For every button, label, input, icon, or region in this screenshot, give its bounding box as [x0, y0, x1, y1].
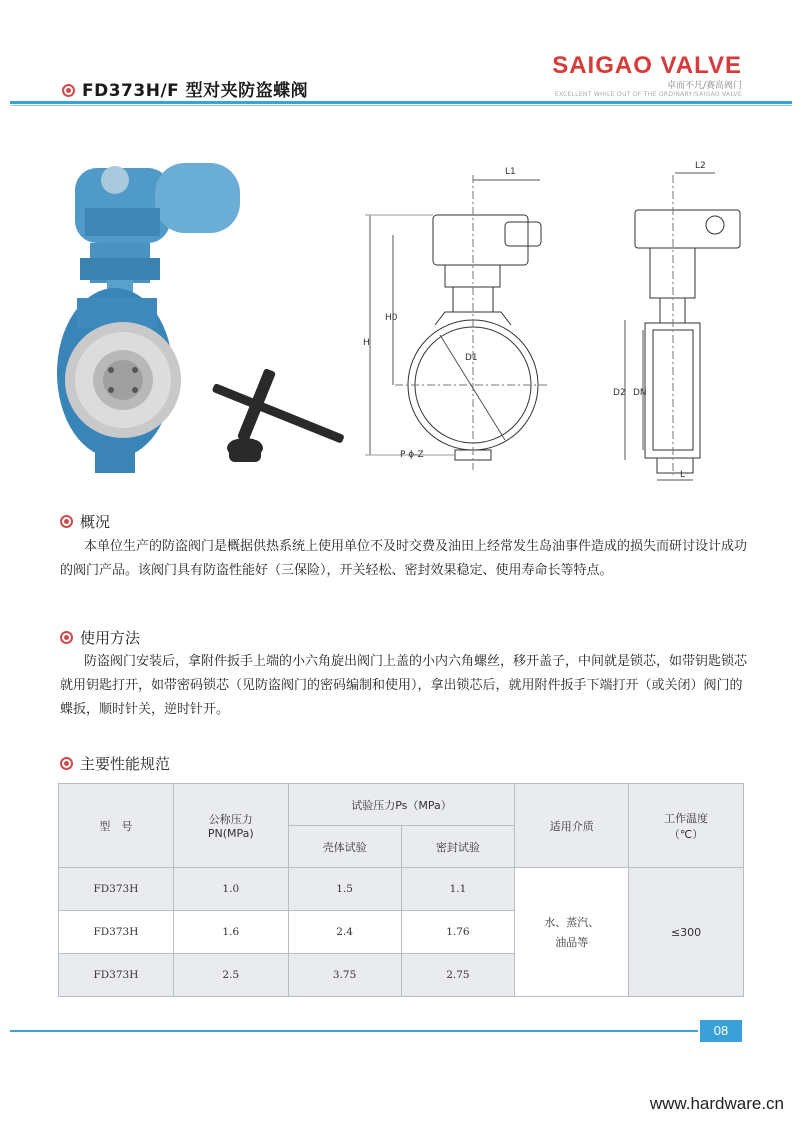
side-view-drawing — [595, 155, 755, 485]
dim-d1: D1 — [465, 353, 478, 363]
section-specs-title — [60, 753, 170, 774]
page-title — [62, 76, 308, 101]
dim-h0: H0 — [385, 313, 398, 323]
bullet-icon — [60, 757, 73, 770]
dim-pz: P ϕ-Z — [400, 450, 424, 460]
header-seal-test: 密封试验 — [401, 826, 515, 868]
website-url: www.hardware.cn — [649, 1094, 784, 1113]
dim-l: L — [680, 470, 686, 480]
page-title-text: FD373H/F 型对夹防盗蝶阀 — [82, 81, 309, 101]
cell-shell: 2.4 — [288, 911, 401, 954]
cell-shell: 3.75 — [288, 954, 401, 997]
cell-medium — [515, 868, 629, 997]
cell-model: FD373H — [59, 954, 174, 997]
brand-slogan-cn: 卓而不凡/赛高阀门 — [666, 81, 742, 91]
page-number: 08 — [700, 1020, 742, 1042]
cell-shell: 1.5 — [288, 868, 401, 911]
bullet-icon — [60, 631, 73, 644]
cell-model: FD373H — [59, 911, 174, 954]
front-view-drawing — [355, 160, 555, 470]
bullet-icon — [60, 515, 73, 528]
header-test-pressure: 试验压力Ps（MPa） — [288, 784, 515, 826]
overview-paragraph: 本单位生产的防盗阀门是概据供热系统上使用单位不及时交费及油田上经常发生岛油事件造成的损失而研讨设计成功的阀门产品。该阀门具有防盗性能好（三保险），开关轻松、密封效果稳定、使用寿命长等特点。 — [60, 539, 748, 578]
dim-h: H — [363, 338, 370, 348]
usage-paragraph: 防盗阀门安装后，拿附件扳手上端的小六角旋出阀门上盖的小内六角螺丝，移开盖子，中间就是锁芯，如带钥匙锁芯就用钥匙打开，如带密码锁芯（见防盗阀门的密码编制和使用），拿出锁芯后，就用附件扳手下端打开（或关闭）阀门的蝶扳，顺时针关，逆时针开。 — [60, 654, 748, 717]
footer-divider — [10, 1030, 698, 1032]
header-temp — [629, 784, 744, 868]
cell-temp: ≤300 — [629, 868, 744, 997]
section-usage-title-text: 使用方法 — [80, 629, 141, 647]
dim-d2: D2 — [613, 388, 626, 398]
section-usage-title — [60, 627, 140, 648]
header-pressure-line2: PN(MPa) — [207, 827, 254, 840]
header-pressure-line1: 公称压力 — [208, 813, 253, 826]
header-divider-thin — [10, 105, 792, 106]
dim-l1: L1 — [505, 167, 516, 177]
brand-slogan-en: EXCELLENT WHILE OUT OF THE ORDINARY/SAIGAO VALVE — [554, 91, 742, 98]
cell-pn: 1.6 — [173, 911, 288, 954]
header-divider — [10, 101, 792, 104]
section-overview-title-text: 概况 — [80, 513, 111, 531]
header-temp-line2: （℃） — [668, 827, 704, 841]
header-medium: 适用介质 — [515, 784, 629, 868]
cell-seal: 1.76 — [401, 911, 515, 954]
cell-model: FD373H — [59, 868, 174, 911]
cell-seal: 2.75 — [401, 954, 515, 997]
header-model: 型 号 — [59, 784, 174, 868]
section-overview-title — [60, 511, 110, 532]
cell-medium-line1: 水、蒸汽、 — [544, 916, 600, 929]
header-temp-line1: 工作温度 — [664, 811, 709, 825]
cell-medium-line2: 油品等 — [555, 936, 589, 949]
brand-name: SAIGAO VALVE — [552, 52, 742, 79]
product-photo — [55, 158, 355, 488]
bullet-icon — [62, 84, 75, 97]
spec-table — [58, 783, 744, 997]
header-pressure — [173, 784, 288, 868]
cell-pn: 2.5 — [173, 954, 288, 997]
brand-block — [552, 52, 742, 98]
dim-dn: DN — [633, 388, 647, 398]
section-specs-title-text: 主要性能规范 — [80, 755, 171, 773]
cell-pn: 1.0 — [173, 868, 288, 911]
header-shell-test: 壳体试验 — [288, 826, 401, 868]
cell-seal: 1.1 — [401, 868, 515, 911]
dim-l2: L2 — [695, 161, 706, 171]
table-row — [59, 868, 744, 911]
